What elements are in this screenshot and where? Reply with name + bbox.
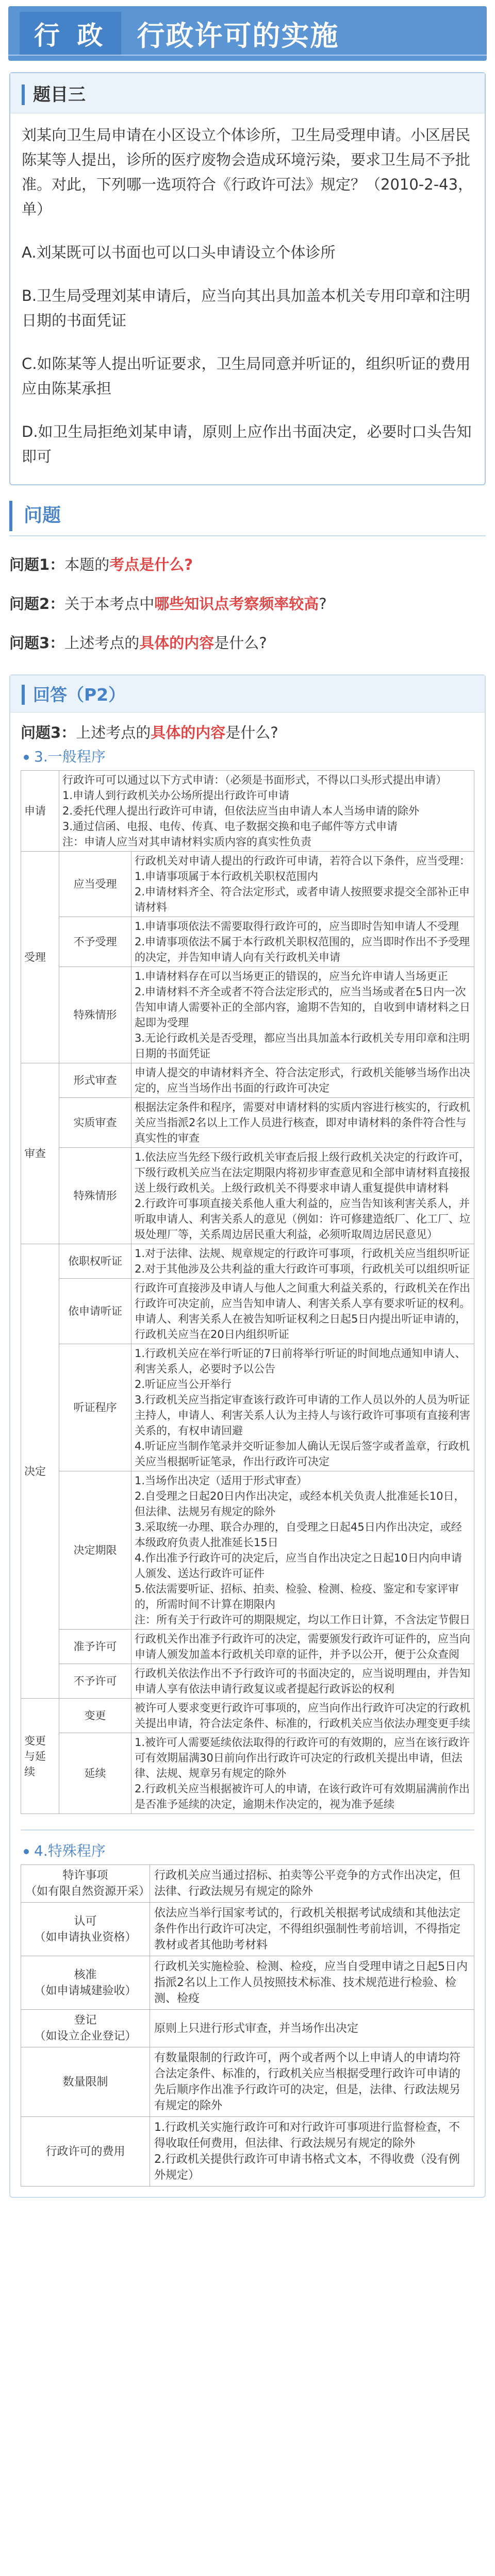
row-subcategory: 延续 — [59, 1733, 131, 1814]
cell-line: 2.申请材料不齐全或者不符合法定形式的，应当当场或者在5日内一次告知申请人需要补正的全部内容，逾期不告知的，自收到申请材料之日起即为受理 — [135, 986, 470, 1029]
cell-line: 注：申请人应当对其申请材料实质内容的真实性负责 — [62, 836, 311, 848]
question-highlight: 考点是什么? — [109, 556, 193, 573]
cell-line: 1.申请人到行政机关办公场所提出行政许可申请 — [62, 789, 290, 802]
option-c: C.如陈某等人提出听证要求，卫生局同意并听证的，组织听证的费用应由陈某承担 — [22, 355, 471, 397]
cell-line: 1.行政机关实施行政许可和对行政许可事项进行监督检查，不得收取任何费用，但法律、行政法规另有规定的除外 — [154, 2121, 460, 2150]
category-tag: 行 政 — [20, 12, 121, 55]
row-subcategory: 不予受理 — [59, 917, 131, 967]
cell-line: 4.作出准予行政许可的决定后，应当自作出决定之日起10日内向申请人颁发、送达行政许可证件 — [135, 1552, 462, 1580]
table-row — [21, 1903, 474, 1956]
cell-line: 行政机关依法作出不予行政许可的书面决定的，应当说明理由，并告知申请人享有依法申请行政复议或者提起行政诉讼的权利 — [135, 1667, 470, 1695]
cell-line: 有数量限制的行政许可，两个或者两个以上申请人的申请均符合法定条件、标准的，行政机关应当根据受理行政许可申请的先后顺序作出准予行政许可的决定，但是，法律、行政法规另有规定的除外 — [154, 2052, 461, 2112]
question-text: ? — [319, 595, 327, 613]
header-banner — [8, 6, 487, 61]
cell-line: 3.通过信函、电报、电传、传真、电子数据交换和电子邮件等方式申请 — [62, 820, 398, 833]
question-text: 本题的 — [64, 556, 110, 573]
table-cell-text — [131, 1630, 474, 1664]
row-subcategory: 变更 — [59, 1699, 131, 1733]
question-label: 问题3： — [21, 724, 76, 741]
subsection-label: 3.一般程序 — [34, 748, 106, 765]
row-label — [21, 2010, 150, 2047]
table-cell-text — [131, 1471, 474, 1630]
row-subcategory: 依职权听证 — [59, 1244, 131, 1279]
cell-line: 被许可人要求变更行政许可事项的，应当向作出行政许可决定的行政机关提出申请，符合法定条件、标准的，行政机关应当依法办理变更手续 — [135, 1702, 470, 1730]
questions-section-title: 问题 — [9, 501, 486, 531]
cell-line: 3.行政机关应当指定审查该行政许可申请的工作人员以外的人员为听证主持人，申请人、利害关系人认为主持人与该行政许可事项有直接利害关系的，有权申请回避 — [135, 1394, 470, 1437]
question-text: 上述考点的 — [64, 634, 140, 652]
cell-line: 3.采取统一办理、联合办理的，自受理之日起45日内作出决定，或经本级政府负责人批准延长15日 — [135, 1521, 462, 1549]
table-row — [21, 1279, 474, 1344]
question-label: 问题1： — [9, 556, 65, 573]
cell-line: 数量限制 — [62, 2075, 108, 2089]
question-body — [10, 113, 485, 484]
row-category: 决定 — [21, 1244, 59, 1699]
cell-line: 依法应当举行国家考试的，行政机关根据考试成绩和其他法定条件作出行政许可决定，不得组织强制性考前培训，不得指定教材或者其他助考材料 — [154, 1907, 461, 1952]
table-row — [21, 1664, 474, 1699]
row-label — [21, 2117, 150, 2187]
answer-question-line — [21, 722, 474, 743]
table-cell-text — [131, 917, 474, 967]
table-row — [21, 1471, 474, 1630]
cell-line: 2.对于其他涉及公共利益的重大行政许可事项，行政机关可以组织听证 — [135, 1263, 470, 1275]
cell-line: 2.行政机关应当根据被许可人的申请，在该行政许可有效期届满前作出是否准予延续的决定，逾期未作决定的，视为准予延续 — [135, 1783, 470, 1810]
cell-line: 核准 — [74, 1968, 97, 1981]
table-cell-text — [150, 1956, 474, 2010]
row-label — [21, 1956, 150, 2010]
cell-line: 特许事项 — [62, 1869, 108, 1882]
cell-line: 1.被许可人需要延续依法取得的行政许可的有效期的，应当在该行政许可有效期届满30日前向作出行政许可决定的行政机关提出申请，但法律、法规、规章另有规定的除外 — [135, 1736, 470, 1780]
cell-line: 1.申请材料存在可以当场更正的错误的，应当允许申请人当场更正 — [135, 970, 449, 982]
row-subcategory: 形式审查 — [59, 1063, 131, 1098]
cell-line: （如设立企业登记） — [34, 2030, 137, 2043]
cell-line: 1.申请事项属于本行政机关职权范围内 — [135, 870, 319, 883]
cell-line: 注：所有关于行政许可的期限规定，均以工作日计算，不含法定节假日 — [135, 1614, 470, 1626]
cell-line: 2.申请材料齐全、符合法定形式，或者申请人按照要求提交全部补正申请材料 — [135, 886, 470, 913]
table-cell-text — [131, 1344, 474, 1471]
page-title: 行政许可的实施 — [137, 19, 339, 52]
answer-card-header — [10, 675, 485, 713]
answer-card — [9, 674, 486, 2198]
table-row — [21, 1098, 474, 1148]
table-cell-text — [131, 1244, 474, 1279]
table-cell-text — [131, 1148, 474, 1244]
cell-line: （如申请执业资格） — [34, 1930, 137, 1944]
cell-line: 1.行政机关应在举行听证的7日前将举行听证的时间地点通知申请人、利害关系人，必要时予以公告 — [135, 1347, 466, 1375]
question-heading: 题目三 — [22, 84, 86, 105]
cell-line: 1.对于法律、法规、规章规定的行政许可事项，行政机关应当组织听证 — [135, 1247, 470, 1260]
table-cell-text — [150, 1865, 474, 1903]
table-row — [21, 852, 474, 917]
cell-line: 申请人提交的申请材料齐全、符合法定形式，行政机关能够当场作出决定的，应当当场作出书面的行政许可决定 — [135, 1066, 470, 1094]
table-cell-text — [150, 1903, 474, 1956]
special-procedure-table — [21, 1865, 474, 2187]
row-category: 申请 — [21, 771, 59, 852]
cell-line: 行政机关对申请人提出的行政许可申请，若符合以下条件，应当受理： — [135, 855, 470, 867]
row-subcategory: 实质审查 — [59, 1098, 131, 1148]
question-line-1 — [9, 554, 486, 575]
table-cell-text — [131, 852, 474, 917]
table-cell-text — [150, 2047, 474, 2117]
question-line-2 — [9, 593, 486, 615]
row-category: 受理 — [21, 852, 59, 1063]
bullet-dot-icon — [24, 1849, 29, 1854]
cell-line: 行政机关应当通过招标、拍卖等公平竞争的方式作出决定，但法律、行政法规另有规定的除外 — [154, 1869, 461, 1898]
banner-divider — [8, 55, 487, 56]
option-d: D.如卫生局拒绝刘某申请，原则上应作出书面决定，必要时口头告知即可 — [22, 423, 472, 465]
table-cell-text — [59, 771, 474, 852]
cell-line: 认可 — [74, 1914, 97, 1928]
cell-line: 行政许可可以通过以下方式申请：（必须是书面形式，不得以口头形式提出申请） — [62, 774, 447, 786]
cell-line: （如有限自然资源开采） — [25, 1885, 151, 1898]
bullet-dot-icon — [24, 755, 29, 760]
table-cell-text — [150, 2117, 474, 2187]
table-row — [21, 1148, 474, 1244]
cell-line: 5.依法需要听证、招标、拍卖、检验、检测、检疫、鉴定和专家评审的，所需时间不计算在期限内 — [135, 1583, 459, 1611]
cell-line: 2.行政机关提供行政许可申请书格式文本，不得收费（没有例外规定） — [154, 2153, 460, 2182]
table-cell-text — [131, 1279, 474, 1344]
table-cell-text — [131, 1063, 474, 1098]
row-label — [21, 1865, 150, 1903]
table-cell-text — [131, 1098, 474, 1148]
table-row — [21, 1630, 474, 1664]
subsection-divider — [21, 1829, 474, 1831]
cell-line: 1.依法应当先经下级行政机关审查后报上级行政机关决定的行政许可，下级行政机关应当在法定期限内将初步审查意见和全部申请材料直接报送上级行政机关。上级行政机关不得要求申请人重复提供申请材料 — [135, 1151, 470, 1194]
question-highlight: 具体的内容 — [151, 724, 226, 741]
cell-line: 2.行政许可事项直接关系他人重大利益的，应当告知该利害关系人，并听取申请人、利害关系人的意见（例如：许可修建造纸厂、化工厂、垃圾处理厂等，关系周边居民重大利益，必须听取周边居民意见） — [135, 1197, 470, 1241]
table-row — [21, 2010, 474, 2047]
cell-line: 1.申请事项依法不需要取得行政许可的，应当即时告知申请人不受理 — [135, 920, 459, 933]
question-text: 上述考点的 — [76, 724, 151, 741]
cell-line: （如申请城建验收） — [34, 1984, 137, 1997]
question-card — [9, 72, 486, 485]
row-label — [21, 2047, 150, 2117]
answer-heading: 回答（P2） — [22, 685, 125, 705]
table-row — [21, 1699, 474, 1733]
row-subcategory: 听证程序 — [59, 1344, 131, 1471]
question-line-3 — [9, 632, 486, 654]
cell-line: 根据法定条件和程序，需要对申请材料的实质内容进行核实的，行政机关应当指派2名以上工作人员进行核查，即对申请材料的条件符合性与真实性的审查 — [135, 1101, 470, 1144]
table-cell-text — [131, 1664, 474, 1699]
cell-line: 2.自受理之日起20日内作出决定，或经本机关负责人批准延长10日，但法律、法规另有规定的除外 — [135, 1490, 465, 1518]
row-subcategory: 决定期限 — [59, 1471, 131, 1630]
table-row — [21, 917, 474, 967]
table-row — [21, 771, 474, 852]
table-row — [21, 1865, 474, 1903]
row-category: 变更与延续 — [21, 1699, 59, 1814]
cell-line: 行政许可直接涉及申请人与他人之间重大利益关系的，行政机关在作出行政许可决定前，应当告知申请人、利害关系人享有要求听证的权利。申请人、利害关系人在被告知听证权利之日起5日内提出听证申请的，行政机关应当在20日内组织听证 — [135, 1282, 470, 1341]
table-row — [21, 1733, 474, 1814]
table-row — [21, 1244, 474, 1279]
table-row — [21, 1956, 474, 2010]
table-row — [21, 2117, 474, 2187]
section-divider — [9, 535, 486, 536]
cell-line: 2.申请事项依法不属于本行政机关职权范围的，应当即时作出不予受理的决定，并告知申请人向有关行政机关申请 — [135, 936, 470, 963]
option-a: A.刘某既可以书面也可以口头申请设立个体诊所 — [22, 244, 336, 261]
cell-line: 行政机关作出准予行政许可的决定，需要颁发行政许可证件的，应当向申请人颁发加盖本行政机关印章的证件，并予以公开，便于公众查阅 — [135, 1633, 470, 1660]
question-text: 是什么? — [225, 724, 278, 741]
table-cell-text — [150, 2010, 474, 2047]
table-row — [21, 1063, 474, 1098]
cell-line: 登记 — [74, 2014, 97, 2027]
table-row — [21, 1344, 474, 1471]
special-procedure-title — [24, 1841, 474, 1861]
question-card-header — [10, 73, 485, 113]
question-stem: 刘某向卫生局申请在小区设立个体诊所，卫生局受理申请。小区居民陈某等人提出，诊所的医疗废物会造成环境污染，要求卫生局不予批准。对此，下列哪一选项符合《行政许可法》规定？（2010-2-43，单） — [22, 126, 473, 218]
option-b: B.卫生局受理刘某申请后，应当向其出具加盖本机关专用印章和注明日期的书面凭证 — [22, 287, 471, 329]
cell-line: 原则上只进行形式审查，并当场作出决定 — [154, 2022, 359, 2035]
question-text: 关于本考点中 — [64, 595, 155, 613]
question-highlight: 具体的内容 — [139, 634, 214, 652]
cell-line: 1.当场作出决定（适用于形式审查） — [135, 1475, 308, 1487]
table-cell-text — [131, 967, 474, 1063]
cell-line: 行政许可的费用 — [45, 2145, 125, 2158]
table-row — [21, 967, 474, 1063]
row-subcategory: 不予许可 — [59, 1664, 131, 1699]
answer-body — [10, 713, 485, 2197]
cell-line: 2.委托代理人提出行政许可申请，但依法应当由申请人本人当场申请的除外 — [62, 805, 420, 817]
question-label: 问题3： — [9, 634, 65, 652]
question-label: 问题2： — [9, 595, 65, 613]
cell-line: 2.听证应当公开举行 — [135, 1378, 232, 1391]
cell-line: 4.听证应当制作笔录并交听证参加人确认无误后签字或者盖章，行政机关应当根据听证笔录，作出行政许可决定 — [135, 1440, 470, 1468]
question-text: 是什么? — [214, 634, 267, 652]
row-subcategory: 特殊情形 — [59, 1148, 131, 1244]
general-procedure-table — [21, 770, 474, 1814]
table-cell-text — [131, 1733, 474, 1814]
subsection-label: 4.特殊程序 — [34, 1842, 106, 1859]
row-label — [21, 1903, 150, 1956]
question-highlight: 哪些知识点考察频率较高 — [154, 595, 319, 613]
table-row — [21, 2047, 474, 2117]
row-subcategory: 特殊情形 — [59, 967, 131, 1063]
row-subcategory: 依申请听证 — [59, 1279, 131, 1344]
cell-line: 行政机关实施检验、检测、检疫，应当自受理申请之日起5日内指派2名以上工作人员按照技术标准、技术规范进行检验、检测、检疫 — [154, 1960, 468, 2005]
row-subcategory: 应当受理 — [59, 852, 131, 917]
row-subcategory: 准予许可 — [59, 1630, 131, 1664]
table-cell-text — [131, 1699, 474, 1733]
general-procedure-title — [24, 747, 474, 767]
row-category: 审查 — [21, 1063, 59, 1244]
cell-line: 3.无论行政机关是否受理，都应当出具加盖本行政机关专用印章和注明日期的书面凭证 — [135, 1032, 470, 1060]
